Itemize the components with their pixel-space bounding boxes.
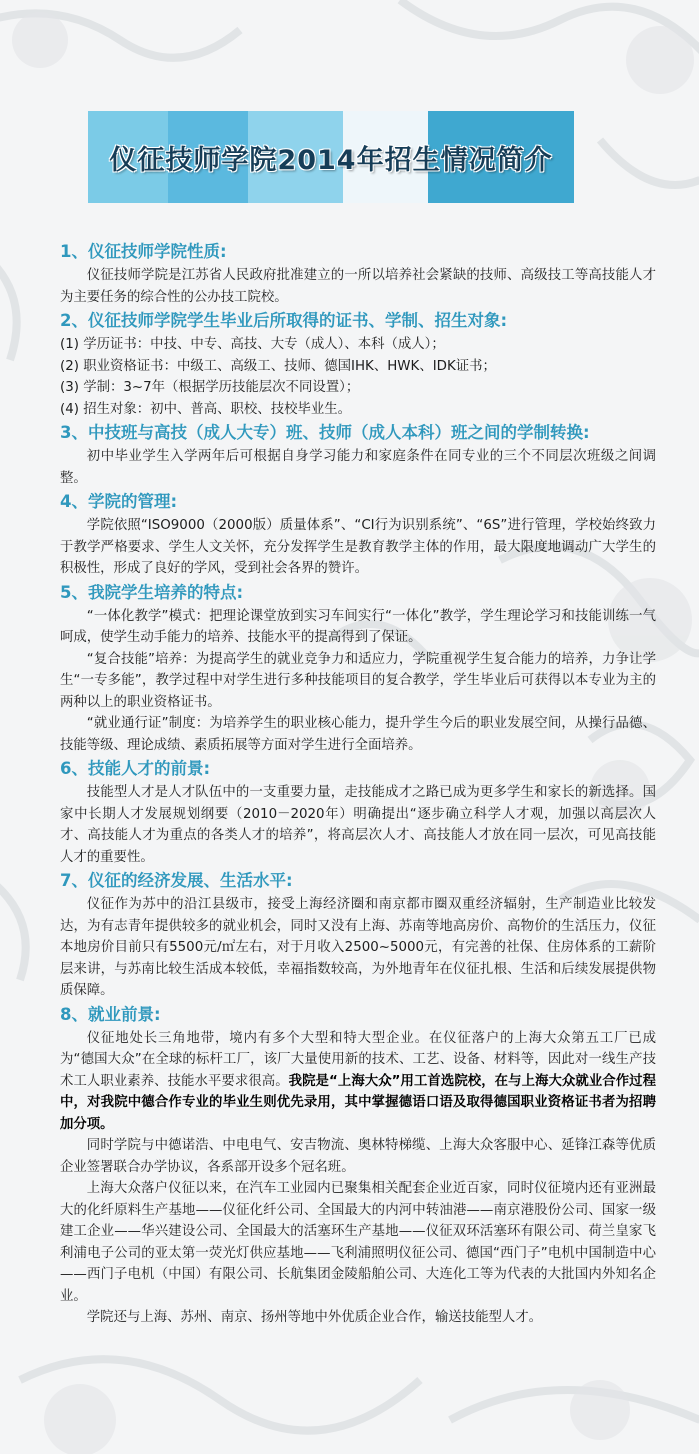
section-title: 2、仪征技师学院学生毕业后所取得的证书、学制、招生对象:	[60, 311, 508, 330]
page-title: 仪征技师学院2014年招生情况简介	[109, 144, 553, 176]
section-transfer	[60, 420, 656, 489]
section-economy	[60, 868, 656, 1002]
section-paragraph: 学院还与上海、苏州、南京、扬州等地中外优质企业合作，输送技能型人才。	[86, 1310, 543, 1325]
section-title: 6、技能人才的前景:	[60, 759, 211, 778]
section-paragraph: “复合技能”培养：为提高学生的就业竞争力和适应力，学院重视学生复合能力的培养，力争让学生“一专多能”，教学过程中对学生进行多种技能项目的复合教学，学生毕业后可获得以本专业为主的两种以上的职业资格证书。	[60, 651, 656, 710]
section-title: 3、中技班与高技（成人大专）班、技师（成人本科）班之间的学制转换:	[60, 423, 590, 442]
paragraph-text: 仪征地处长三角地带，境内有多个大型和特大型企业。在仪征落户的上海大众第五工厂已成为“德国大众”在全球的标杆工厂，该厂大量使用新的技术、工艺、设备、材料等，因此对一线生产技术工人职业素养、技能水平要求很高。	[60, 1030, 656, 1089]
section-title: 8、就业前景:	[60, 1004, 161, 1024]
section-paragraph: 技能型人才是人才队伍中的一支重要力量，走技能成才之路已成为更多学生和家长的新选择。国家中长期人才发展规划纲要（2010－2020年）明确提出“逐步确立科学人才观，加强以高层次人才、高技能人才为重点的各类人才的培养”，将高层次人才、高技能人才放在同一层次，可见高技能人才的重要性。	[60, 785, 656, 865]
section-paragraph: 初中毕业学生入学两年后可根据自身学习能力和家庭条件在同专业的三个不同层次班级之间调整。	[60, 449, 656, 486]
section-title: 4、学院的管理:	[60, 492, 178, 511]
section-title: 7、仪征的经济发展、生活水平:	[60, 871, 293, 890]
section-paragraph: 仪征作为苏中的沿江县级市，接受上海经济圈和南京都市圈双重经济辐射，生产制造业比较发达，为有志青年提供较多的就业机会，同时又没有上海、苏南等地高房价、高物价的生活压力，仪征本地房价目前只有5500元/㎡左右，对于月收入2500~5000元，有完善的社保、住房体系的工薪阶层来讲，与苏南比较生活成本较低，幸福指数较高，为外地青年在仪征扎根、生活和后续发展提供物质保障。	[60, 897, 656, 998]
section-paragraph	[60, 1028, 656, 1136]
highlight-text: 我院是“上海大众”用工首选院校，在与上海大众就业合作过程中，对我院中德合作专业的毕业生则优先录用，其中掌握德语口语及取得德国职业资格证书者为招聘加分项。	[60, 1073, 657, 1132]
section-paragraph: 上海大众落户仪征以来，在汽车工业园内已聚集相关配套企业近百家，同时仪征境内还有亚洲最大的化纤原料生产基地——仪征化纤公司、全国最大的内河中转油港——南京港股份公司、国家一级建工企业——华兴建设公司、全国最大的活塞环生产基地——仪征双环活塞环有限公司、荷兰皇家飞利浦电子公司的亚太第一荧光灯供应基地——飞利浦照明仪征公司、德国“西门子”电机中国制造中心——西门子电机（中国）有限公司、长航集团金陵船舶公司、大连化工等为代表的大批国内外知名企业。	[60, 1181, 656, 1304]
article-body	[60, 239, 656, 1329]
list-item: (2) 职业资格证书：中级工、高级工、技师、德国IHK、HWK、IDK证书；	[60, 358, 496, 374]
section-paragraph: 学院依照“ISO9000（2000版）质量体系”、“CI行为识别系统”、“6S”进行管理，学校始终致力于教学严格要求、学生人文关怀，充分发挥学生是教育教学主体的作用，最大限度地调动广大学生的积极性，形成了良好的学风，受到社会各界的赞许。	[60, 518, 656, 576]
section-certificates	[60, 308, 656, 420]
section-employment	[60, 1002, 656, 1329]
section-nature	[60, 239, 656, 308]
section-training	[60, 580, 656, 757]
section-management	[60, 489, 656, 580]
list-item: (3) 学制：3~7年（根据学历技能层次不同设置）；	[60, 380, 360, 395]
section-prospects	[60, 756, 656, 868]
title-banner	[88, 111, 574, 203]
section-paragraph: 仪征技师学院是江苏省人民政府批准建立的一所以培养社会紧缺的技师、高级技工等高技能人才为主要任务的综合性的公办技工院校。	[60, 268, 656, 305]
list-item: (4) 招生对象：初中、普高、职校、技校毕业生。	[60, 401, 352, 417]
section-paragraph: 同时学院与中德诺浩、中电电气、安吉物流、奥林特梯缆、上海大众客服中心、延锋江森等优质企业签署联合办学协议，各系部开设多个冠名班。	[60, 1138, 656, 1175]
list-item: (1) 学历证书：中技、中专、高技、大专（成人）、本科（成人）；	[60, 337, 445, 352]
section-title: 1、仪征技师学院性质:	[60, 242, 227, 261]
section-paragraph: “一体化教学”模式：把理论课堂放到实习车间实行“一体化”教学，学生理论学习和技能训练一气呵成，使学生动手能力的培养、技能水平的提高得到了保证。	[60, 608, 656, 645]
section-title: 5、我院学生培养的特点:	[60, 582, 244, 602]
section-paragraph: “就业通行证”制度：为培养学生的职业核心能力，提升学生今后的职业发展空间，从操行品德、技能等级、理论成绩、素质拓展等方面对学生进行全面培养。	[60, 716, 656, 753]
